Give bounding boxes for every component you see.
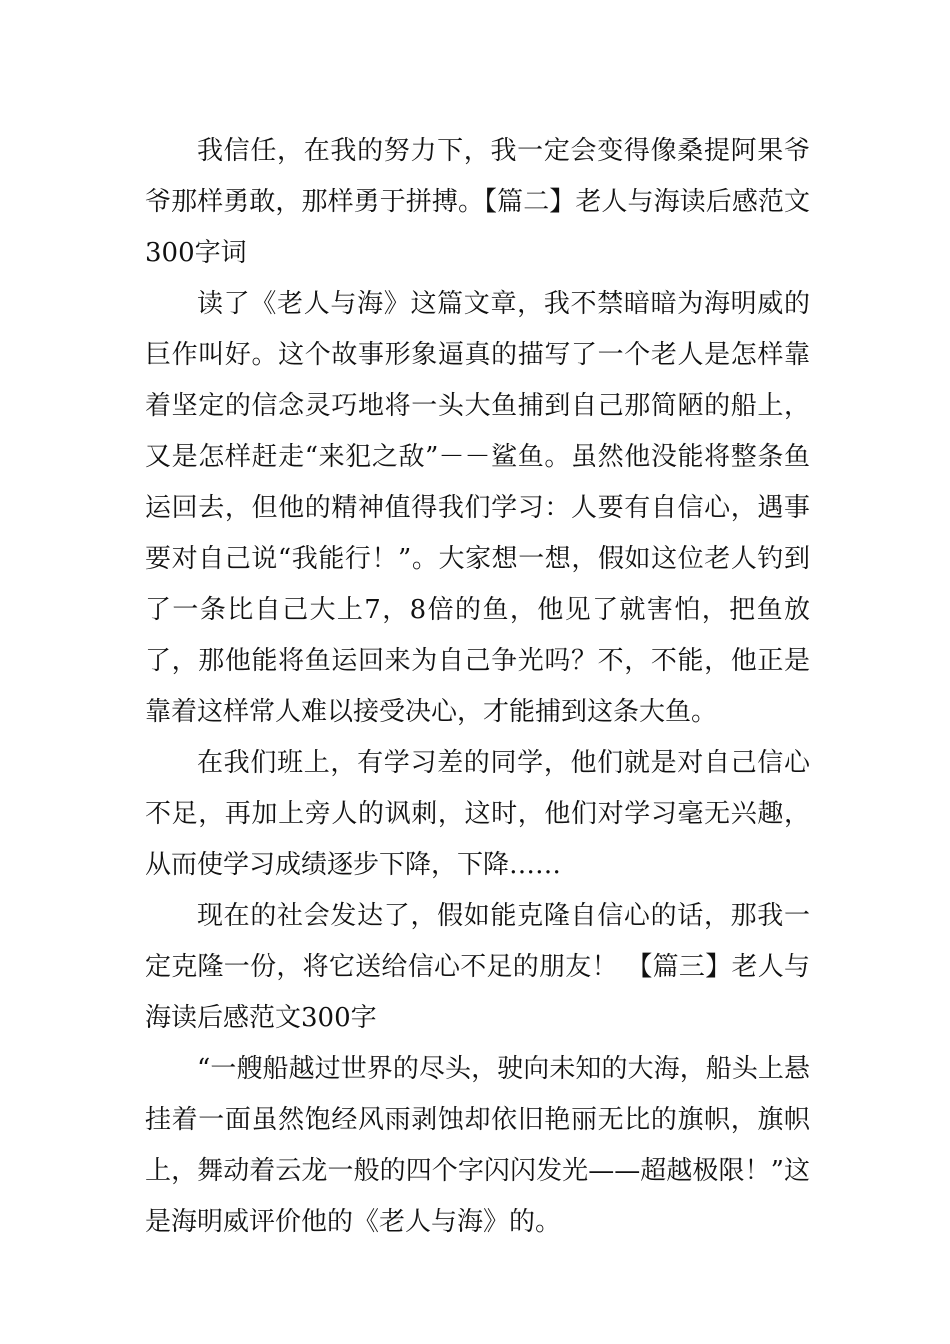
- paragraph-4: 现在的社会发达了，假如能克隆自信心的话，那我一定克隆一份，将它送给信心不足的朋友！ 【篇三】老人与海读后感范文300字: [145, 901, 810, 1033]
- paragraph-2: 读了《老人与海》这篇文章，我不禁暗暗为海明威的巨作叫好。这个故事形象逼真的描写了一个老人是怎样靠着坚定的信念灵巧地将一头大鱼捕到自己那简陋的船上，又是怎样赶走“来犯之敌”－－鲨鱼。虽然他没能将整条鱼运回去，但他的精神值得我们学习：人要有自信心，遇事要对自己说“我能行！”。大家想一想，假如这位老人钓到了一条比自己大上7，8倍的鱼，他见了就害怕，把鱼放了，那他能将鱼运回来为自己争光吗？不，不能，他正是靠着这样常人难以接受决心，才能捕到这条大鱼。: [145, 289, 810, 727]
- paragraph-3: 在我们班上，有学习差的同学，他们就是对自己信心不足，再加上旁人的讽刺，这时，他们对学习毫无兴趣，从而使学习成绩逐步下降，下降……: [145, 748, 810, 880]
- article-body: [145, 126, 810, 1248]
- paragraph-5: “一艘船越过世界的尽头，驶向未知的大海，船头上悬挂着一面虽然饱经风雨剥蚀却依旧艳丽无比的旗帜，旗帜上，舞动着云龙一般的四个字闪闪发光——超越极限！”这是海明威评价他的《老人与海》的。: [145, 1054, 810, 1237]
- paragraph-1: 我信任，在我的努力下，我一定会变得像桑提阿果爷爷那样勇敢，那样勇于拼搏。【篇二】老人与海读后感范文300字词: [145, 136, 810, 268]
